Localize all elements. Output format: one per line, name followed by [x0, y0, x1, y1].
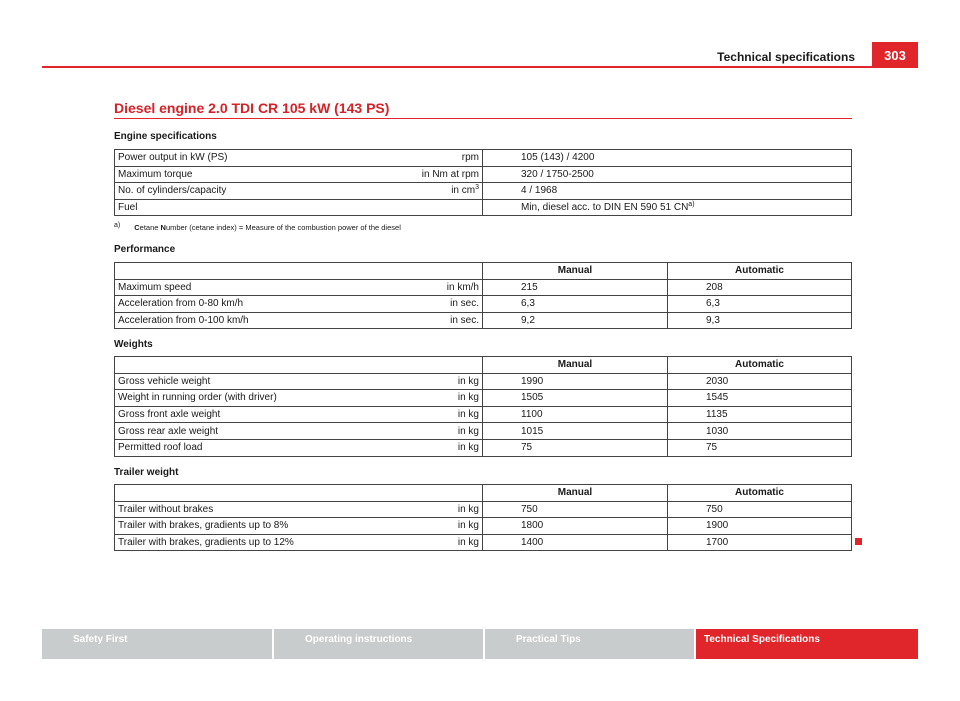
row-unit: in sec.: [450, 298, 479, 310]
table-row: [115, 423, 852, 440]
manual-value: 6,3: [483, 296, 668, 313]
row-unit: in kg: [457, 503, 479, 515]
manual-value: 215: [483, 279, 668, 296]
row-unit: in kg: [457, 537, 479, 549]
row-value: Min, diesel acc. to DIN EN 590 51 CN: [521, 202, 689, 214]
row-unit: rpm: [461, 152, 479, 164]
row-label: No. of cylinders/capacity: [118, 185, 227, 197]
row-label: Gross vehicle weight: [118, 375, 211, 387]
table-row: [115, 501, 852, 518]
section-title: Technical specifications: [717, 50, 855, 64]
table-row: [115, 373, 852, 390]
footnote-text: umber (cetane index) = Measure of the combustion power of the diesel: [165, 223, 401, 232]
row-unit: in kg: [457, 442, 479, 454]
weights-table: [114, 356, 852, 457]
performance-table: [114, 262, 852, 329]
manual-value: 1990: [483, 373, 668, 390]
row-label: Acceleration from 0-80 km/h: [118, 298, 244, 310]
tab-safety-first[interactable]: Safety First: [42, 629, 272, 659]
automatic-value: 1700: [668, 534, 852, 551]
row-label: Power output in kW (PS): [118, 152, 228, 164]
row-unit: in kg: [457, 409, 479, 421]
engine-specs-table: [114, 149, 852, 216]
table-row: [115, 518, 852, 535]
column-header-automatic: Automatic: [668, 485, 852, 502]
manual-value: 750: [483, 501, 668, 518]
row-value: 105 (143) / 4200: [483, 150, 852, 167]
column-header-manual: Manual: [483, 485, 668, 502]
footnote-text: etane: [139, 223, 161, 232]
footer-nav: [42, 629, 918, 659]
weights-heading: Weights: [114, 339, 153, 350]
footnote-reference: a): [688, 201, 695, 209]
row-unit: in km/h: [446, 281, 479, 293]
footnote-bold-c: C: [134, 223, 140, 232]
automatic-value: 208: [668, 279, 852, 296]
table-row: [115, 439, 852, 456]
table-row: [115, 199, 852, 216]
footnote-bold-n: N: [160, 223, 166, 232]
row-unit: in kg: [457, 392, 479, 404]
automatic-value: 1900: [668, 518, 852, 535]
table-row: [115, 150, 852, 167]
manual-value: 9,2: [483, 312, 668, 329]
manual-value: 1100: [483, 406, 668, 423]
title-rule: [114, 118, 852, 119]
column-header-manual: Manual: [483, 263, 668, 280]
row-label: Maximum torque: [118, 168, 193, 180]
header-rule: [42, 66, 918, 68]
footnote: [114, 223, 401, 232]
table-row: [115, 183, 852, 200]
engine-specs-heading: Engine specifications: [114, 131, 217, 142]
table-header-row: [115, 485, 852, 502]
table-row: [115, 534, 852, 551]
page-title: Diesel engine 2.0 TDI CR 105 kW (143 PS): [114, 100, 390, 116]
automatic-value: 750: [668, 501, 852, 518]
automatic-value: 2030: [668, 373, 852, 390]
footnote-mark: a): [114, 222, 121, 229]
manual-value: 1800: [483, 518, 668, 535]
table-row: [115, 390, 852, 407]
automatic-value: 1545: [668, 390, 852, 407]
table-row: [115, 296, 852, 313]
row-unit: in cm: [451, 185, 476, 197]
table-row: [115, 166, 852, 183]
row-label: Weight in running order (with driver): [118, 392, 277, 404]
column-header-manual: Manual: [483, 357, 668, 374]
end-of-section-marker: [855, 538, 862, 545]
column-header-automatic: Automatic: [668, 263, 852, 280]
table-row: [115, 279, 852, 296]
manual-value: 75: [483, 439, 668, 456]
row-unit: in kg: [457, 520, 479, 532]
tab-operating-instructions[interactable]: Operating instructions: [274, 629, 483, 659]
table-header-row: [115, 357, 852, 374]
row-label: Gross front axle weight: [118, 409, 221, 421]
page-number: 303: [872, 42, 918, 68]
manual-value: 1505: [483, 390, 668, 407]
row-unit: in Nm at rpm: [421, 168, 479, 180]
automatic-value: 1135: [668, 406, 852, 423]
row-label: Acceleration from 0-100 km/h: [118, 315, 249, 327]
row-unit: in kg: [457, 375, 479, 387]
row-unit: in sec.: [450, 315, 479, 327]
automatic-value: 75: [668, 439, 852, 456]
row-label: Permitted roof load: [118, 442, 203, 454]
row-value: 4 / 1968: [483, 183, 852, 200]
tab-practical-tips[interactable]: Practical Tips: [485, 629, 694, 659]
automatic-value: 6,3: [668, 296, 852, 313]
row-unit: in kg: [457, 425, 479, 437]
manual-value: 1015: [483, 423, 668, 440]
automatic-value: 9,3: [668, 312, 852, 329]
table-row: [115, 406, 852, 423]
row-label: Trailer with brakes, gradients up to 12%: [118, 537, 294, 549]
row-label: Maximum speed: [118, 281, 192, 293]
manual-value: 1400: [483, 534, 668, 551]
row-label: Trailer without brakes: [118, 503, 214, 515]
trailer-weight-heading: Trailer weight: [114, 467, 179, 478]
table-header-row: [115, 263, 852, 280]
row-label: Fuel: [118, 202, 138, 214]
row-label: Trailer with brakes, gradients up to 8%: [118, 520, 289, 532]
row-value: 320 / 1750-2500: [483, 166, 852, 183]
performance-heading: Performance: [114, 244, 176, 255]
row-label: Gross rear axle weight: [118, 425, 219, 437]
trailer-weight-table: [114, 484, 852, 551]
column-header-automatic: Automatic: [668, 357, 852, 374]
table-row: [115, 312, 852, 329]
unit-superscript: 3: [475, 184, 479, 192]
tab-technical-specifications[interactable]: Technical Specifications: [696, 629, 918, 659]
automatic-value: 1030: [668, 423, 852, 440]
